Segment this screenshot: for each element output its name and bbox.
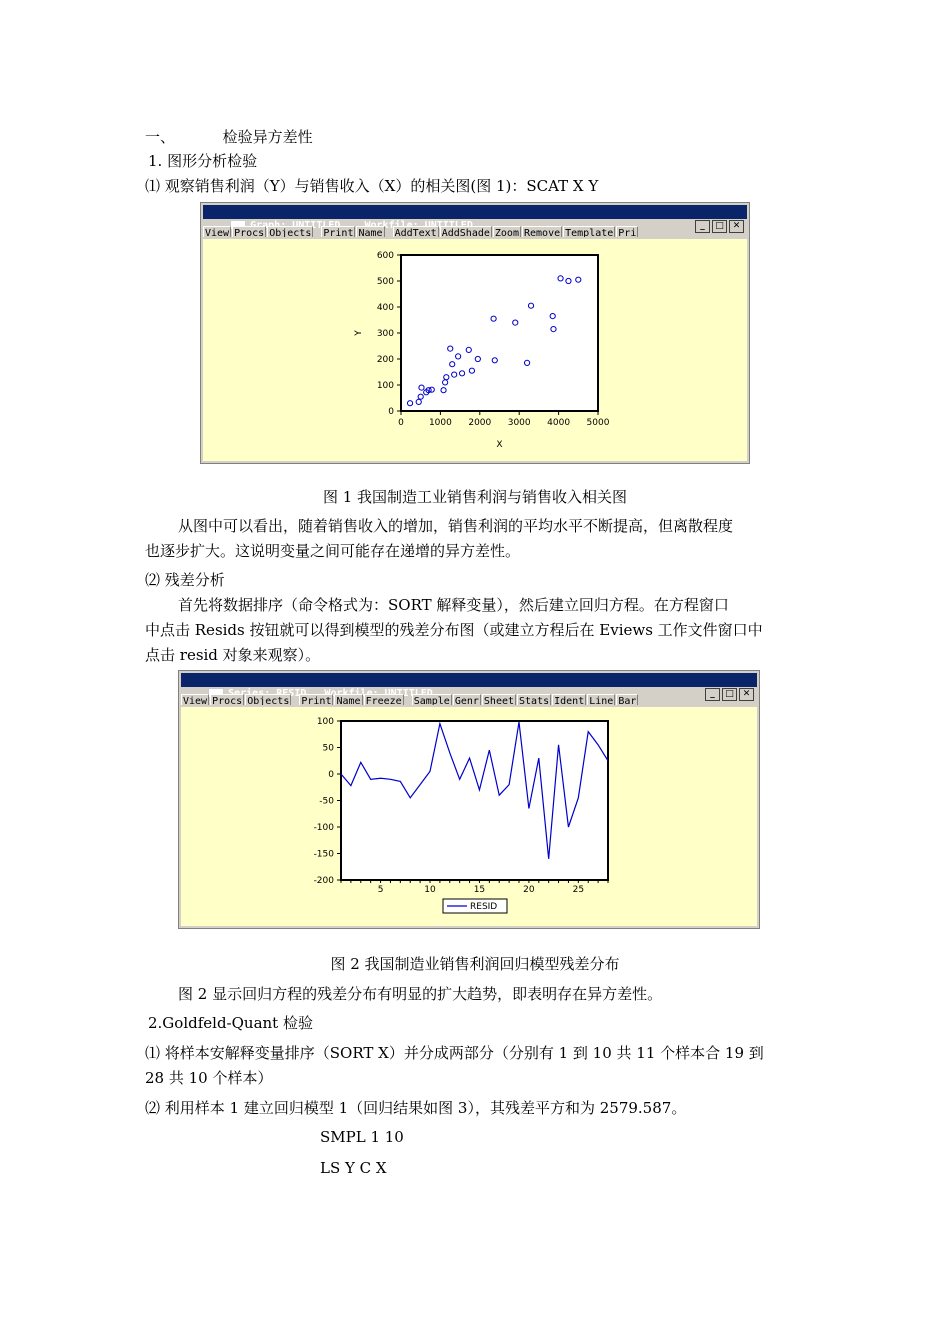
close-button[interactable]: ✕: [739, 688, 754, 701]
y-tick-label: -50: [319, 796, 334, 807]
x-tick-label: 4000: [547, 418, 571, 428]
para1-line1: 从图中可以看出，随着销售收入的增加，销售利润的平均水平不断提高，但离散程度: [178, 517, 734, 535]
y-tick-label: 600: [376, 251, 394, 261]
x-tick-label: 2000: [468, 418, 492, 428]
series-toolbar: [181, 689, 757, 705]
gq-step2: ⑵ 利用样本 1 建立回归模型 1（回归结果如图 3），其残差平方和为 2579.587。: [145, 1099, 687, 1117]
y-tick-label: 100: [376, 381, 394, 391]
name-button[interactable]: Name: [334, 694, 362, 705]
genr-button[interactable]: Genr: [453, 694, 481, 705]
command-ls: LS Y C X: [320, 1159, 387, 1177]
procs-button[interactable]: Procs: [210, 694, 244, 705]
legend-label: RESID: [470, 902, 498, 912]
para3: 图 2 显示回归方程的残差分布有明显的扩大趋势，即表明存在异方差性。: [178, 985, 663, 1003]
graph-toolbar: [203, 221, 747, 237]
y-tick-label: 0: [388, 407, 394, 417]
command-smpl: SMPL 1 10: [320, 1128, 404, 1146]
x-tick-label: 5: [377, 885, 384, 895]
para1-line2: 也逐步扩大。这说明变量之间可能存在递增的异方差性。: [145, 542, 521, 560]
maximize-button[interactable]: □: [722, 688, 737, 701]
addtext-button[interactable]: AddText: [393, 226, 439, 237]
scatter-chart: [203, 239, 747, 459]
y-tick-label: 300: [376, 329, 394, 339]
x-tick-label: 5000: [586, 418, 610, 428]
x-tick-label: 1000: [428, 418, 452, 428]
series-titlebar: [181, 673, 757, 699]
template-button[interactable]: Template: [563, 226, 615, 237]
para2-line2: 中点击 Resids 按钮就可以得到模型的残差分布图（或建立方程后在 Eviews 工作文件窗口中: [145, 621, 763, 639]
gq-step1-line1: ⑴ 将样本安解释变量排序（SORT X）并分成两部分（分别有 1 到 10 共 11 个样本合 19 到: [145, 1044, 764, 1062]
sample-button[interactable]: Sample: [412, 694, 452, 705]
y-tick-label: 0: [328, 770, 334, 780]
procs-button[interactable]: Procs: [232, 226, 266, 237]
y-tick-label: 50: [322, 743, 334, 754]
maximize-button[interactable]: □: [712, 220, 727, 233]
bar-button[interactable]: Bar: [616, 694, 638, 705]
graph-plot-area: [203, 239, 747, 461]
step2-title: ⑵ 残差分析: [145, 571, 225, 589]
zoom-button[interactable]: Zoom: [493, 226, 521, 237]
y-tick-label: -100: [313, 823, 334, 833]
line-button[interactable]: Line: [587, 694, 615, 705]
objects-button[interactable]: Objects: [267, 226, 313, 237]
y-axis-label: Y: [354, 330, 364, 336]
heading-text: 检验异方差性: [222, 128, 313, 146]
y-tick-label: 400: [376, 303, 394, 313]
ident-button[interactable]: Ident: [552, 694, 586, 705]
graph-window-title: UNTITLED Workfile:: [292, 220, 419, 231]
para2-line1: 首先将数据排序（命令格式为：SORT 解释变量），然后建立回归方程。在方程窗口: [178, 596, 729, 614]
plot-frame: [341, 721, 608, 880]
remove-button[interactable]: Remove: [522, 226, 562, 237]
para2-line3: 点击 resid 对象来观察）。: [145, 646, 321, 664]
minimize-button[interactable]: _: [705, 688, 720, 701]
resid-line-chart: [181, 707, 757, 924]
y-tick-label: 500: [376, 277, 394, 287]
x-axis-label: X: [496, 440, 503, 450]
x-tick-label: 3000: [507, 418, 531, 428]
series-window: [178, 670, 760, 929]
heading-number: 一、: [145, 128, 176, 146]
figure1-caption: 图 1 我国制造工业销售利润与销售收入相关图: [322, 488, 628, 506]
print-more-button[interactable]: Pri: [616, 226, 638, 237]
graph-window: [200, 202, 750, 464]
y-tick-label: 100: [316, 717, 334, 727]
print-button[interactable]: Print: [299, 694, 333, 705]
x-tick-label: 15: [473, 885, 486, 895]
x-tick-label: 10: [424, 885, 436, 895]
series-window-title: UNTITLED: [384, 688, 433, 699]
objects-button[interactable]: Objects: [245, 694, 291, 705]
x-tick-label: 0: [398, 418, 404, 428]
heading: [145, 126, 313, 148]
graph-titlebar: [203, 205, 747, 231]
gq-step1-line2: 28 共 10 个样本）: [145, 1069, 273, 1087]
minimize-button[interactable]: _: [695, 220, 710, 233]
print-button[interactable]: Print: [321, 226, 355, 237]
series-plot-area: [181, 707, 757, 926]
addshade-button[interactable]: AddShade: [440, 226, 492, 237]
figure2-caption: 图 2 我国制造业销售利润回归模型残差分布: [330, 955, 620, 973]
view-button[interactable]: View: [203, 226, 231, 237]
sheet-button[interactable]: Sheet: [482, 694, 516, 705]
y-tick-label: -200: [313, 876, 334, 886]
y-tick-label: 200: [376, 355, 394, 365]
y-tick-label: -150: [313, 849, 334, 860]
x-tick-label: 25: [572, 885, 585, 895]
name-button[interactable]: Name: [356, 226, 384, 237]
stats-button[interactable]: Stats: [517, 694, 551, 705]
x-tick-label: 20: [523, 885, 535, 895]
freeze-button[interactable]: Freeze: [364, 694, 404, 705]
section1-title: 1. 图形分析检验: [148, 152, 258, 170]
view-button[interactable]: View: [181, 694, 209, 705]
section2-title: 2.Goldfeld-Quant 检验: [148, 1014, 313, 1032]
close-button[interactable]: ✕: [729, 220, 744, 233]
step1-text: ⑴ 观察销售利润（Y）与销售收入（X）的相关图(图 1)：SCAT X Y: [145, 177, 599, 195]
